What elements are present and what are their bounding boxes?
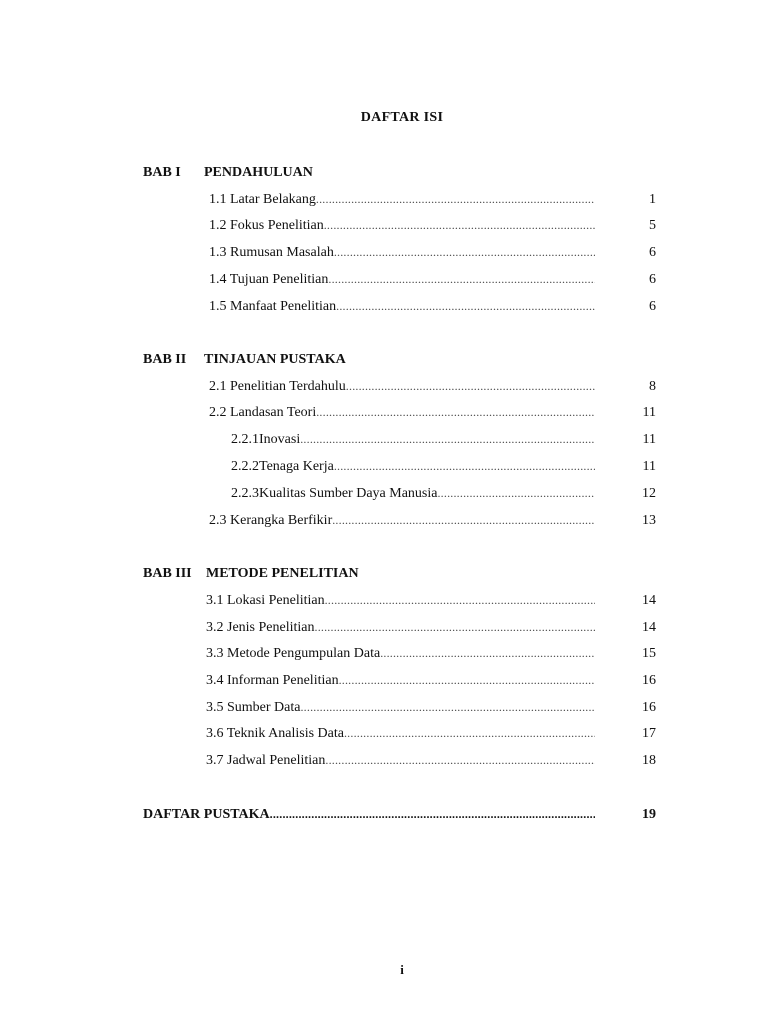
- toc-page-number: 16: [642, 700, 656, 715]
- toc-entry-label: 3.3 Metode Pengumpulan Data: [206, 646, 381, 661]
- dot-leader: [339, 673, 595, 688]
- toc-entry[interactable]: [209, 405, 595, 423]
- toc-page-number: 6: [649, 272, 656, 287]
- dot-leader: [380, 646, 595, 661]
- dot-leader: [334, 245, 595, 260]
- toc-entry[interactable]: [209, 379, 595, 397]
- dot-leader: [332, 513, 595, 528]
- toc-entry[interactable]: [206, 726, 595, 744]
- chapter-name: TINJAUAN PUSTAKA: [204, 352, 346, 367]
- toc-entry-label: 3.5 Sumber Data: [206, 700, 301, 715]
- toc-page-number: 15: [642, 646, 656, 661]
- dot-leader: [344, 726, 595, 741]
- dot-leader: [315, 620, 596, 635]
- toc-page-number: 11: [642, 405, 656, 420]
- toc-entry-label: 3.2 Jenis Penelitian: [206, 620, 315, 635]
- toc-entry-label: 3.6 Teknik Analisis Data: [206, 726, 344, 741]
- dot-leader: [346, 379, 595, 394]
- toc-entry[interactable]: [206, 620, 595, 638]
- toc-entry-label: 2.3 Kerangka Berfikir: [209, 513, 333, 528]
- dot-leader: [437, 486, 595, 501]
- toc-entry[interactable]: [206, 593, 595, 611]
- toc-entry[interactable]: [209, 245, 595, 263]
- dot-leader: [270, 807, 595, 822]
- toc-bibliography[interactable]: [143, 807, 595, 825]
- toc-entry[interactable]: [209, 218, 595, 236]
- toc-page-number: 14: [642, 620, 656, 635]
- toc-entry-label: 1.2 Fokus Penelitian: [209, 218, 324, 233]
- toc-entry-label: 2.1 Penelitian Terdahulu: [209, 379, 346, 394]
- toc-entry[interactable]: [206, 700, 595, 718]
- toc-entry-label: 3.7 Jadwal Penelitian: [206, 753, 326, 768]
- toc-subentry-number: 2.2.1: [231, 432, 259, 447]
- page-title: DAFTAR ISI: [360, 110, 444, 125]
- page-number: i: [400, 962, 404, 977]
- chapter-heading-3: [143, 566, 359, 582]
- toc-entry[interactable]: [209, 272, 595, 290]
- toc-entry[interactable]: [209, 299, 595, 317]
- toc-page-number: 16: [642, 673, 656, 688]
- toc-subentry-number: 2.2.2: [231, 459, 259, 474]
- toc-entry-label: 2.2 Landasan Teori: [209, 405, 317, 420]
- toc-page-number: 6: [649, 245, 656, 260]
- chapter-heading-1: [143, 165, 313, 181]
- toc-page-number: 12: [642, 486, 656, 501]
- toc-entry[interactable]: [209, 192, 595, 210]
- dot-leader: [324, 218, 595, 233]
- toc-page-number: 5: [649, 218, 656, 233]
- toc-page-number: 19: [642, 807, 656, 822]
- chapter-number: BAB III: [143, 566, 192, 581]
- toc-entry-label: Kualitas Sumber Daya Manusia: [259, 486, 438, 501]
- toc-page-number: 17: [642, 726, 656, 741]
- toc-entry[interactable]: [206, 753, 595, 771]
- toc-page-number: 13: [642, 513, 656, 528]
- toc-entry-label: 1.1 Latar Belakang: [209, 192, 316, 207]
- toc-entry[interactable]: [206, 673, 595, 691]
- toc-subentry-number: 2.2.3: [231, 486, 259, 501]
- toc-entry-label: 1.4 Tujuan Penelitian: [209, 272, 329, 287]
- toc-entry[interactable]: [206, 646, 595, 664]
- toc-entry-label: DAFTAR PUSTAKA: [143, 807, 270, 822]
- toc-subentry[interactable]: [231, 459, 595, 477]
- toc-entry[interactable]: [209, 513, 595, 531]
- toc-entry-label: 1.5 Manfaat Penelitian: [209, 299, 337, 314]
- toc-page-number: 1: [649, 192, 656, 207]
- chapter-name: METODE PENELITIAN: [206, 566, 359, 581]
- toc-subentry[interactable]: [231, 432, 595, 450]
- dot-leader: [334, 459, 595, 474]
- toc-entry-label: 1.3 Rumusan Masalah: [209, 245, 334, 260]
- dot-leader: [325, 593, 595, 608]
- dot-leader: [316, 405, 595, 420]
- toc-entry-label: 3.1 Lokasi Penelitian: [206, 593, 325, 608]
- toc-page-number: 11: [642, 459, 656, 474]
- toc-page-number: 6: [649, 299, 656, 314]
- chapter-heading-2: [143, 352, 346, 368]
- toc-subentry[interactable]: [231, 486, 595, 504]
- toc-entry-label: 3.4 Informan Penelitian: [206, 673, 339, 688]
- chapter-number: BAB I: [143, 165, 181, 180]
- toc-page-number: 14: [642, 593, 656, 608]
- dot-leader: [325, 753, 595, 768]
- toc-page-number: 11: [642, 432, 656, 447]
- dot-leader: [328, 272, 595, 287]
- toc-entry-label: Tenaga Kerja: [259, 459, 334, 474]
- dot-leader: [300, 700, 595, 715]
- chapter-name: PENDAHULUAN: [204, 165, 313, 180]
- dot-leader: [300, 432, 595, 447]
- toc-page-number: 18: [642, 753, 656, 768]
- chapter-number: BAB II: [143, 352, 187, 367]
- dot-leader: [336, 299, 595, 314]
- toc-page-number: 8: [649, 379, 656, 394]
- dot-leader: [316, 192, 595, 207]
- toc-entry-label: Inovasi: [259, 432, 301, 447]
